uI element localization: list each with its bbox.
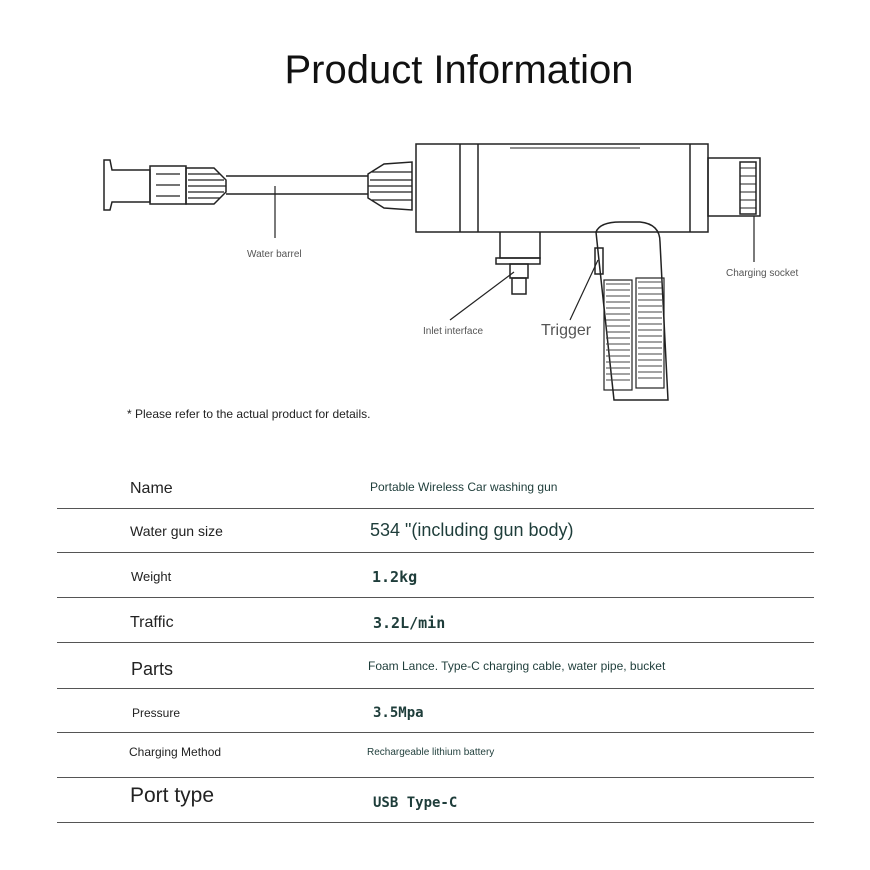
spec-label: Pressure [132, 706, 181, 720]
spec-row-weight [57, 553, 814, 598]
disclaimer-note: * Please refer to the actual product for details. [127, 407, 371, 421]
spec-table [57, 465, 814, 823]
spec-row-size [57, 509, 814, 553]
spec-row-charging [57, 733, 814, 778]
spec-label: Parts [131, 659, 174, 679]
spec-value: 3.5Mpa [373, 705, 424, 721]
spec-value: Foam Lance. Type-C charging cable, water pipe, bucket [368, 659, 666, 673]
spec-row-pressure [57, 689, 814, 733]
spec-row-traffic [57, 598, 814, 643]
spec-value: USB Type-C [373, 795, 458, 811]
spec-label: Port type [130, 784, 215, 807]
spec-label: Weight [131, 569, 172, 584]
spec-row-port [57, 778, 814, 823]
page-title: Product Information [284, 48, 634, 92]
spec-value: 534 "(including gun body) [370, 520, 574, 540]
spec-label: Name [130, 480, 173, 497]
charging-socket-label: Charging socket [726, 268, 799, 279]
spec-value: 3.2L/min [373, 614, 446, 632]
spec-value: Rechargeable lithium battery [367, 747, 495, 758]
product-diagram [0, 130, 870, 420]
spec-label: Water gun size [130, 523, 223, 539]
water-barrel-label: Water barrel [247, 249, 302, 260]
spec-value: Portable Wireless Car washing gun [370, 480, 558, 494]
trigger-label: Trigger [541, 322, 592, 339]
spec-label: Charging Method [129, 745, 222, 759]
spec-row-name [57, 465, 814, 509]
inlet-interface-label: Inlet interface [423, 326, 484, 337]
spec-row-parts [57, 643, 814, 689]
spec-value: 1.2kg [372, 568, 418, 586]
spec-label: Traffic [130, 614, 174, 631]
